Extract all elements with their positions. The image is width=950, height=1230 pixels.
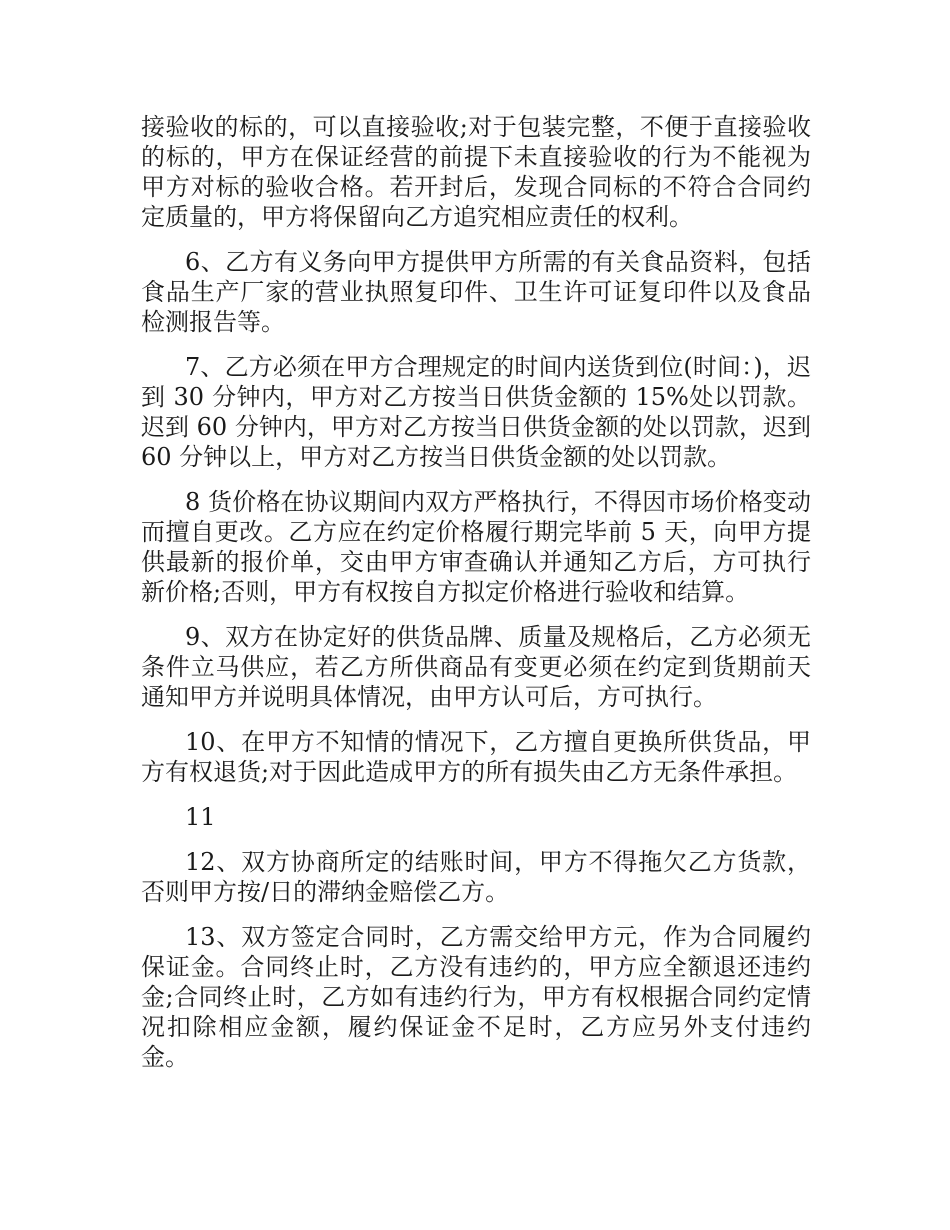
paragraph-clause-12: 12、双方协商所定的结账时间，甲方不得拖欠乙方货款，否则甲方按/日的滞纳金赔偿乙方。 bbox=[141, 848, 811, 906]
paragraph-clause-13: 13、双方签定合同时，乙方需交给甲方元，作为合同履约保证金。合同终止时，乙方没有违约的，甲方应全额退还违约金;合同终止时，乙方如有违约行为，甲方有权根据合同约定情况扣除相应金额，履约保证金不足时，乙方应另外支付违约金。 bbox=[141, 923, 811, 1071]
paragraph-clause-8: 8 货价格在协议期间内双方严格执行，不得因市场价格变动而擅自更改。乙方应在约定价格履行期完毕前 5 天，向甲方提供最新的报价单，交由甲方审查确认并通知乙方后，方可执行新价格;否则，甲方有权按自方拟定价格进行验收和结算。 bbox=[141, 488, 811, 606]
paragraph-clause-6: 6、乙方有义务向甲方提供甲方所需的有关食品资料，包括食品生产厂家的营业执照复印件、卫生许可证复印件以及食品检测报告等。 bbox=[141, 248, 811, 336]
paragraph-clause-9: 9、双方在协定好的供货品牌、质量及规格后，乙方必须无条件立马供应，若乙方所供商品有变更必须在约定到货期前天通知甲方并说明具体情况，由甲方认可后，方可执行。 bbox=[141, 623, 811, 711]
document-page bbox=[141, 112, 811, 1072]
paragraph-clause-7: 7、乙方必须在甲方合理规定的时间内送货到位(时间：)，迟到 30 分钟内，甲方对乙方按当日供货金额的 15%处以罚款。迟到 60 分钟内，甲方对乙方按当日供货金额的处以罚款，迟到 60 分钟以上，甲方对乙方按当日供货金额的处以罚款。 bbox=[141, 353, 811, 471]
paragraph-continuation: 接验收的标的，可以直接验收;对于包装完整，不便于直接验收的标的，甲方在保证经营的前提下未直接验收的行为不能视为甲方对标的验收合格。若开封后，发现合同标的不符合合同约定质量的，甲方将保留向乙方追究相应责任的权利。 bbox=[141, 113, 811, 231]
paragraph-clause-11: 11 bbox=[185, 803, 216, 831]
paragraph-clause-10: 10、在甲方不知情的情况下，乙方擅自更换所供货品，甲方有权退货;对于因此造成甲方的所有损失由乙方无条件承担。 bbox=[141, 728, 811, 786]
